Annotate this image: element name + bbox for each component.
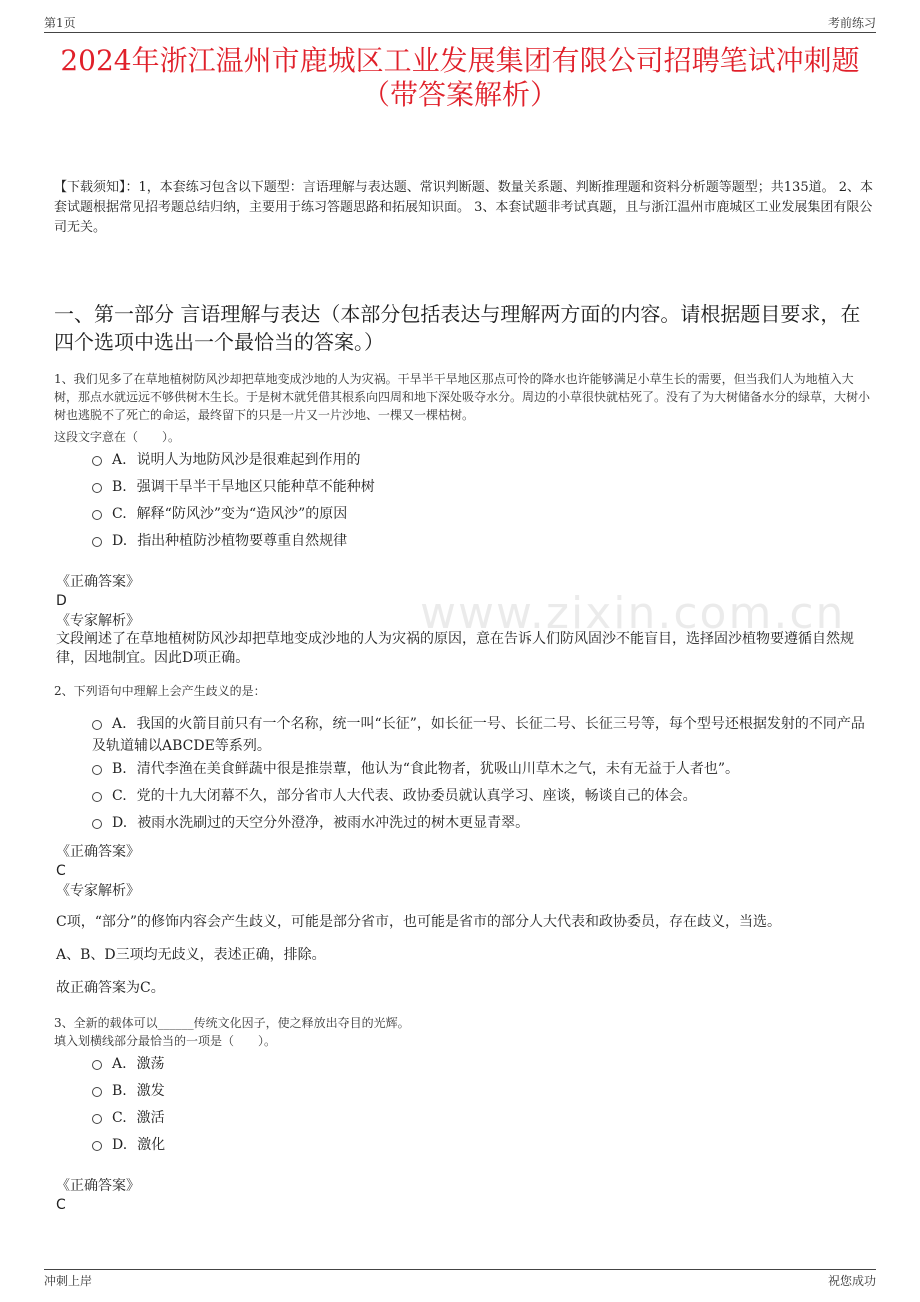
radio-icon[interactable] xyxy=(92,1087,102,1097)
radio-icon[interactable] xyxy=(92,1060,102,1070)
watermark: www.zixin.com.cn xyxy=(420,588,846,639)
header-label: 考前练习 xyxy=(827,16,876,30)
page-number: 第1页 xyxy=(44,16,76,30)
question-3-option-a[interactable]: A. 激荡 xyxy=(92,1053,876,1075)
question-2-option-d[interactable]: D. 被雨水洗刷过的天空分外澄净，被雨水冲洗过的树木更显青翠。 xyxy=(92,812,876,834)
radio-icon[interactable] xyxy=(92,819,102,829)
question-3-answer: C xyxy=(56,1197,66,1213)
radio-icon[interactable] xyxy=(92,792,102,802)
radio-icon[interactable] xyxy=(92,510,102,520)
question-2-analysis-3: 故正确答案为C。 xyxy=(56,980,165,996)
question-3-option-c[interactable]: C. 激活 xyxy=(92,1107,876,1129)
radio-icon[interactable] xyxy=(92,1141,102,1151)
question-1-stem: 1、我们见多了在草地植树防风沙却把草地变成沙地的人为灾祸。干旱半干旱地区那点可怜的降水也许能够满足小草生长的需要，但当我们人为地植入大树，那点水就远远不够供树木生长。于是树木就凭借其根系向四周和地下深处吸夺水分。周边的小草很快就枯死了。没有了为大树储备水分的绿草，大树小树也逃脱不了死亡的命运，最终留下的只是一片又一片沙地、一棵又一棵枯树。 xyxy=(54,372,871,422)
analysis-label: 《专家解析》 xyxy=(56,613,140,629)
question-1-analysis: 文段阐述了在草地植树防风沙却把草地变成沙地的人为灾祸的原因，意在告诉人们防风固沙不能盲目，选择固沙植物要遵循自然规律，因地制宜。因此D项正确。 xyxy=(56,631,854,666)
question-1-option-d[interactable]: D. 指出种植防沙植物要尊重自然规律 xyxy=(92,530,876,552)
question-2-stem: 2、下列语句中理解上会产生歧义的是： xyxy=(54,684,266,698)
question-3-stem: 3、全新的载体可以______传统文化因子，使之释放出夺目的光辉。 xyxy=(54,1016,410,1030)
question-1-option-a[interactable]: A. 说明人为地防风沙是很难起到作用的 xyxy=(92,449,876,471)
radio-icon[interactable] xyxy=(92,483,102,493)
radio-icon[interactable] xyxy=(92,720,102,730)
radio-icon[interactable] xyxy=(92,1114,102,1124)
question-2-option-b[interactable]: B. 清代李渔在美食鲜蔬中很是推崇蕈，他认为“食此物者，犹吸山川草木之气，未有无益于人者也”。 xyxy=(92,758,876,780)
download-notice: 【下载须知】：1，本套练习包含以下题型：言语理解与表达题、常识判断题、数量关系题、判断推理题和资料分析题等题型；共135道。 2、本套试题根据常见招考题总结归纳，主要用于练习答题思路和拓展知识面。 3、本套试题非考试真题，且与浙江温州市鹿城区工业发展集团有限公司无关。 xyxy=(54,180,873,235)
question-1-prompt: 这段文字意在（ ）。 xyxy=(54,430,181,444)
question-2-analysis-1: C项，“部分”的修饰内容会产生歧义，可能是部分省市，也可能是省市的部分人大代表和政协委员，存在歧义，当选。 xyxy=(56,914,782,930)
question-1-option-b[interactable]: B. 强调干旱半干旱地区只能种草不能种树 xyxy=(92,476,876,498)
footer-left-text: 冲刺上岸 xyxy=(44,1274,93,1288)
question-3-option-d[interactable]: D. 激化 xyxy=(92,1134,876,1156)
radio-icon[interactable] xyxy=(92,537,102,547)
question-1-option-c[interactable]: C. 解释“防风沙”变为“造风沙”的原因 xyxy=(92,503,876,525)
question-2-analysis-2: A、B、D三项均无歧义，表述正确，排除。 xyxy=(56,947,326,963)
footer-right-text: 祝您成功 xyxy=(827,1274,876,1288)
footer-divider xyxy=(44,1269,876,1270)
answer-label: 《正确答案》 xyxy=(56,1178,140,1194)
question-1-answer: D xyxy=(56,593,67,609)
question-3-option-b[interactable]: B. 激发 xyxy=(92,1080,876,1102)
question-3-prompt: 填入划横线部分最恰当的一项是（ ）。 xyxy=(54,1034,277,1048)
section-heading: 一、第一部分 言语理解与表达（本部分包括表达与理解两方面的内容。请根据题目要求，在四个选项中选出一个最恰当的答案。） xyxy=(54,302,861,354)
question-2-option-c[interactable]: C. 党的十九大闭幕不久，部分省市人大代表、政协委员就认真学习、座谈，畅谈自己的体会。 xyxy=(92,785,876,807)
header-divider xyxy=(44,32,876,33)
radio-icon[interactable] xyxy=(92,456,102,466)
page-title: 2024年浙江温州市鹿城区工业发展集团有限公司招聘笔试冲刺题（带答案解析） xyxy=(60,44,860,111)
analysis-label: 《专家解析》 xyxy=(56,883,140,899)
question-2-answer: C xyxy=(56,863,66,879)
answer-label: 《正确答案》 xyxy=(56,844,140,860)
radio-icon[interactable] xyxy=(92,765,102,775)
answer-label: 《正确答案》 xyxy=(56,574,140,590)
question-2-option-a[interactable]: A. 我国的火箭目前只有一个名称，统一叫“长征”，如长征一号、长征二号、长征三号等，每个型号还根据发射的不同产品及轨道辅以ABCDE等系列。 xyxy=(92,716,865,754)
